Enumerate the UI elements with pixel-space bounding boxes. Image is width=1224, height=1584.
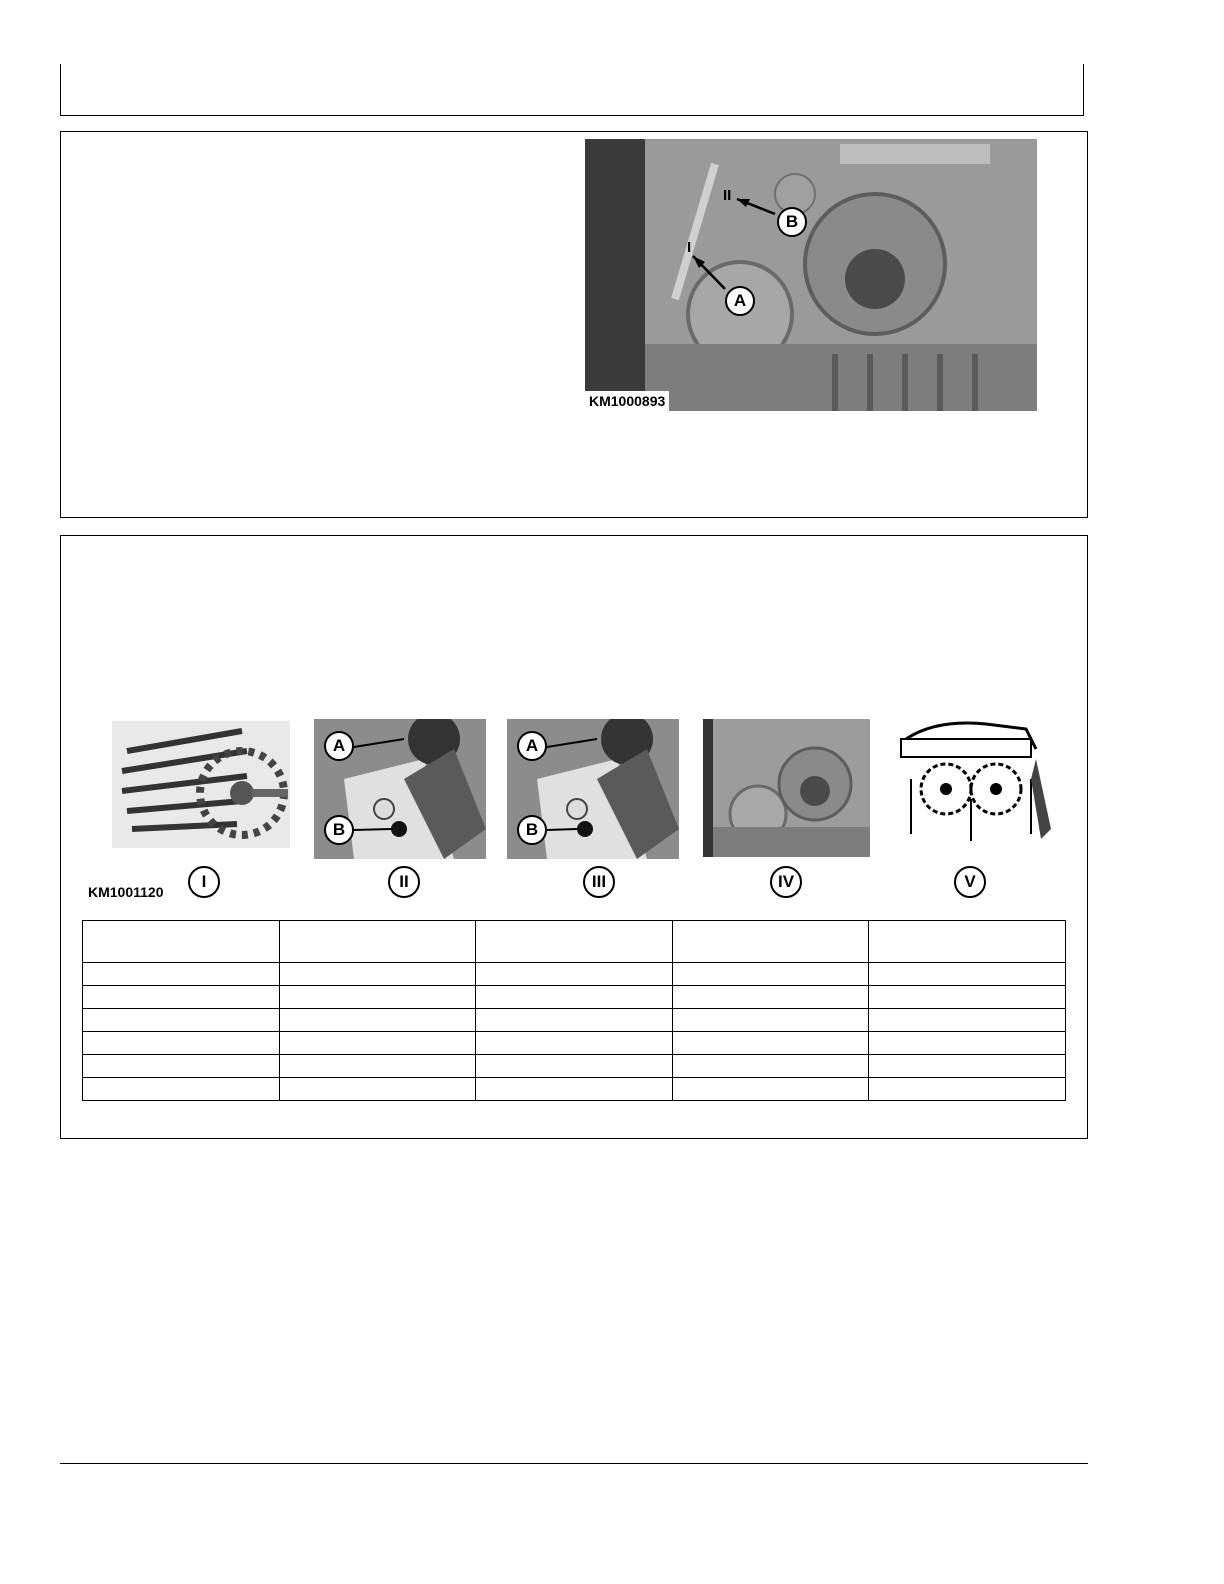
table-row — [83, 1009, 1066, 1032]
table-cell — [672, 986, 869, 1009]
callout-b: B — [777, 207, 807, 237]
table-cell — [83, 986, 280, 1009]
thumb-iii-callout-b: B — [517, 815, 547, 845]
thumb-ii-callout-b: B — [324, 815, 354, 845]
cutterhead-illustration — [112, 721, 290, 848]
thumbnail-v — [896, 719, 1058, 847]
position-mark-ii: II — [723, 187, 732, 204]
positions-table — [82, 920, 1066, 1101]
roman-label-i: I — [188, 866, 220, 898]
table-row — [83, 1032, 1066, 1055]
table-cell — [869, 1055, 1066, 1078]
table-cell — [869, 986, 1066, 1009]
thumbnail-iv — [703, 719, 870, 857]
table-cell — [83, 1032, 280, 1055]
roman-label-ii: II — [388, 866, 420, 898]
gearbox-section — [60, 131, 1088, 518]
roman-label-iii: III — [583, 866, 615, 898]
table-cell — [83, 1078, 280, 1101]
roman-label-iv: IV — [770, 866, 802, 898]
table-cell — [672, 963, 869, 986]
table-row — [83, 963, 1066, 986]
gearbox-illustration — [585, 139, 1037, 411]
table-cell — [476, 986, 673, 1009]
table-cell — [476, 963, 673, 986]
table-cell — [279, 963, 476, 986]
table-cell — [83, 963, 280, 986]
table-row — [83, 1055, 1066, 1078]
thumb-ii-callout-a: A — [324, 731, 354, 761]
figure-code: KM1000893 — [585, 391, 669, 411]
thumb-iii-callout-a: A — [517, 731, 547, 761]
top-frame — [60, 64, 1084, 116]
table-cell — [476, 1055, 673, 1078]
table-cell — [83, 1009, 280, 1032]
table-cell — [279, 1009, 476, 1032]
roman-label-v: V — [954, 866, 986, 898]
table-cell — [672, 1078, 869, 1101]
thumbnail-iii — [507, 719, 679, 859]
table-cell — [869, 921, 1066, 963]
table-cell — [476, 1078, 673, 1101]
table-cell — [476, 1009, 673, 1032]
table-cell — [869, 1032, 1066, 1055]
table-cell — [83, 921, 280, 963]
table-cell — [279, 921, 476, 963]
table-cell — [869, 963, 1066, 986]
table-cell — [672, 1055, 869, 1078]
table-cell — [476, 1032, 673, 1055]
gearbox-illustration-iv — [703, 719, 870, 857]
table-header-row — [83, 921, 1066, 963]
table-cell — [279, 1032, 476, 1055]
table-cell — [672, 921, 869, 963]
table-cell — [869, 1009, 1066, 1032]
footer-rule — [60, 1463, 1088, 1464]
table-cell — [672, 1009, 869, 1032]
positions-section — [60, 535, 1088, 1139]
thumbnail-i — [112, 721, 290, 848]
position-mark-i: I — [687, 239, 692, 256]
table-cell — [83, 1055, 280, 1078]
figure-code-positions: KM1001120 — [88, 884, 164, 900]
table-cell — [279, 1055, 476, 1078]
table-row — [83, 1078, 1066, 1101]
table-cell — [672, 1032, 869, 1055]
table-cell — [279, 1078, 476, 1101]
gearbox-photo — [585, 139, 1037, 411]
table-row — [83, 986, 1066, 1009]
callout-a: A — [725, 286, 755, 316]
table-cell — [476, 921, 673, 963]
thumbnail-ii — [314, 719, 486, 859]
table-cell — [869, 1078, 1066, 1101]
table-cell — [279, 986, 476, 1009]
header-drawing — [896, 719, 1058, 847]
